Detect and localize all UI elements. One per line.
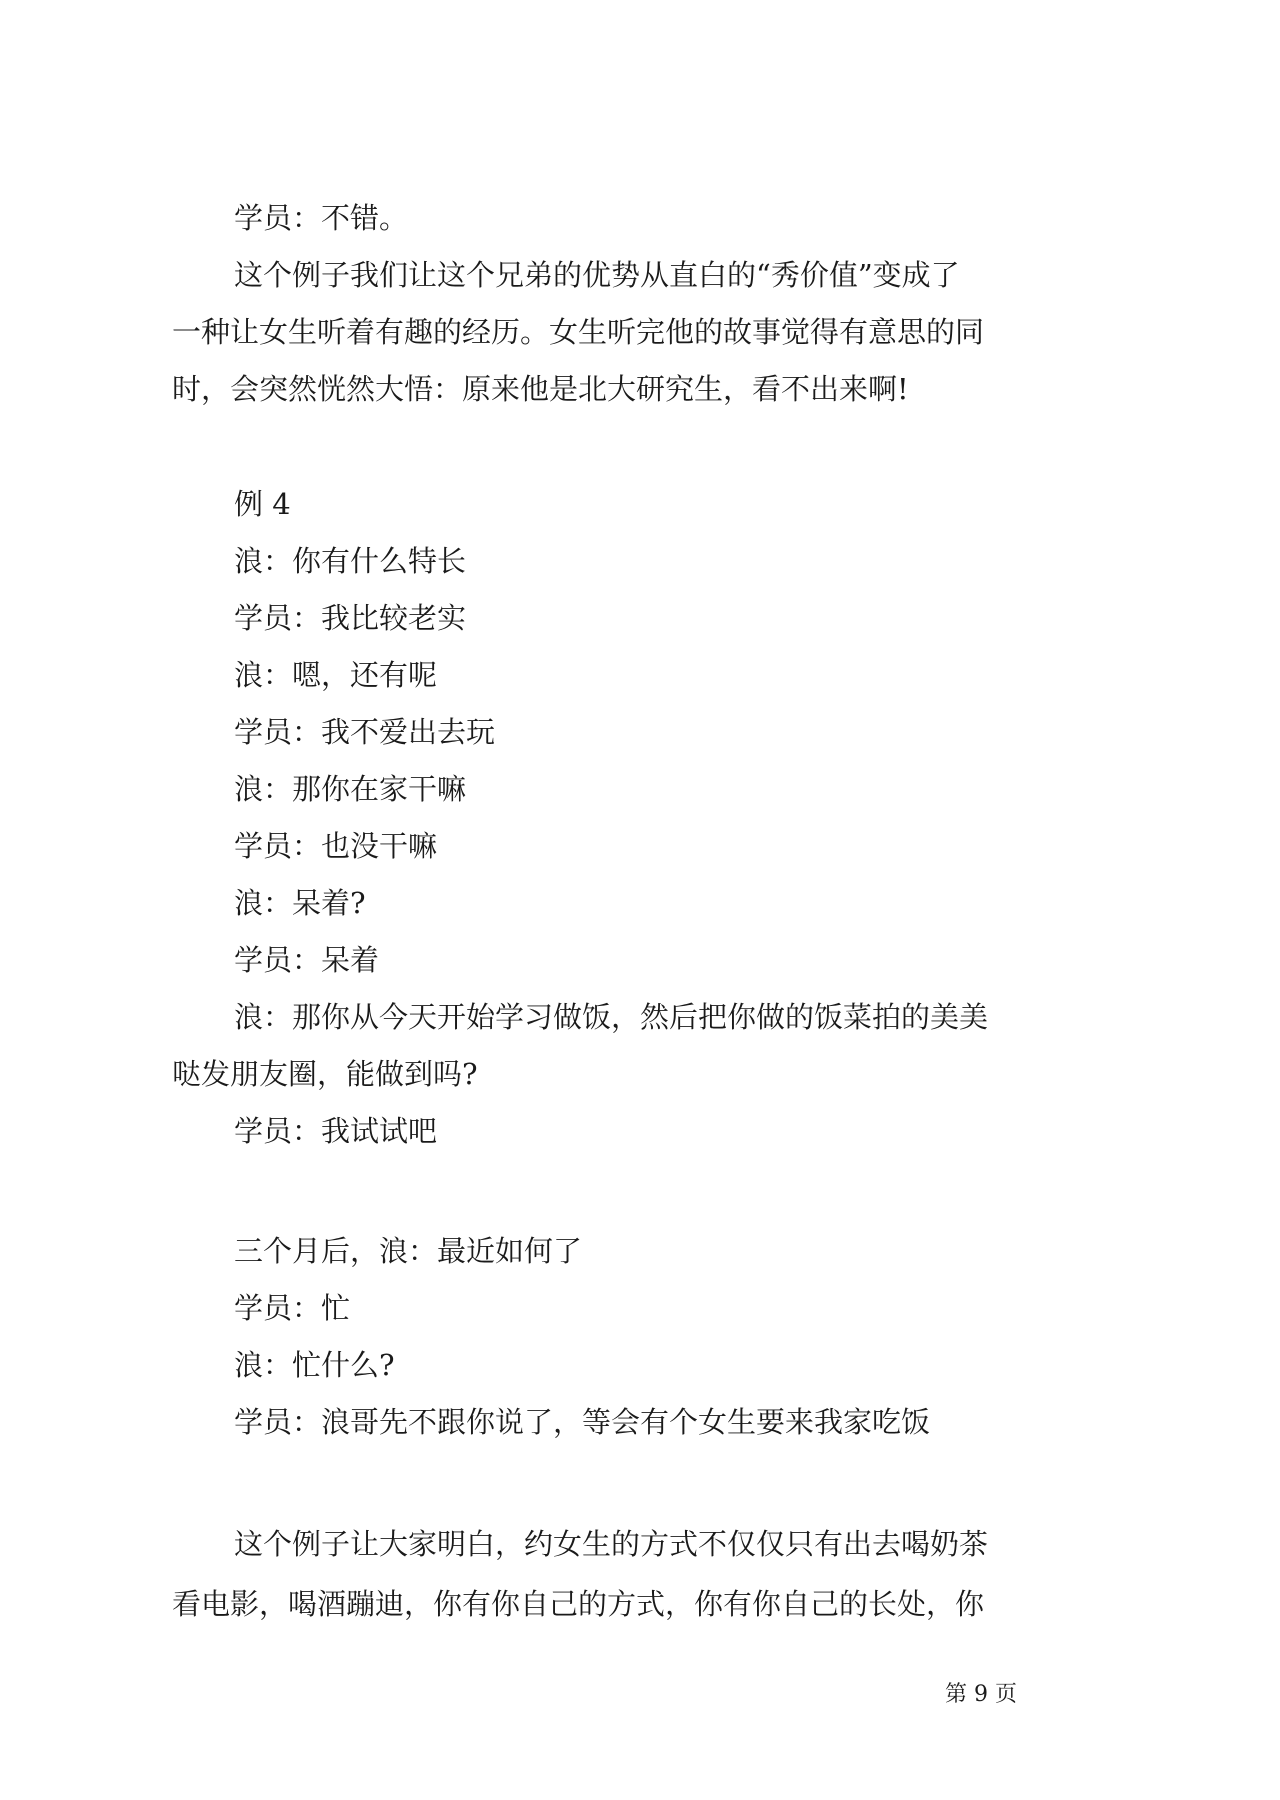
dialogue-line: 学员：浪哥先不跟你说了，等会有个女生要来我家吃饭: [234, 1405, 931, 1439]
page-body: [172, 198, 1032, 1624]
dialogue-line: 学员：不错。: [234, 201, 409, 235]
dialogue-line: 学员：也没干嘛: [234, 829, 438, 863]
paragraph-line: 时，会突然恍然大悟：原来他是北大研究生，看不出来啊!: [172, 372, 909, 406]
dialogue-line: 浪：那你在家干嘛: [234, 772, 467, 806]
dialogue-line: 浪：嗯，还有呢: [234, 658, 438, 692]
dialogue-line: 学员：忙: [234, 1291, 351, 1325]
paragraph-line: 这个例子我们让这个兄弟的优势从直白的“秀价值”变成了: [234, 258, 960, 292]
paragraph-line: 一种让女生听着有趣的经历。女生听完他的故事觉得有意思的同: [172, 315, 985, 349]
dialogue-line: 学员：我不爱出去玩: [234, 715, 496, 749]
example-heading: 例 4: [234, 487, 291, 521]
dialogue-line: 三个月后，浪：最近如何了: [234, 1234, 583, 1268]
dialogue-line: 浪：呆着?: [234, 886, 366, 920]
dialogue-line: 学员：呆着: [234, 943, 380, 977]
dialogue-line: 学员：我试试吧: [234, 1114, 438, 1148]
dialogue-line: 浪：那你从今天开始学习做饭，然后把你做的饭菜拍的美美: [234, 1000, 989, 1034]
page-number: 第 9 页: [945, 1682, 1017, 1707]
dialogue-line: 浪：忙什么?: [234, 1348, 395, 1382]
paragraph-line: 这个例子让大家明白，约女生的方式不仅仅只有出去喝奶茶: [234, 1527, 989, 1561]
dialogue-line: 哒发朋友圈，能做到吗?: [172, 1057, 478, 1091]
dialogue-line: 浪：你有什么特长: [234, 544, 467, 578]
paragraph-line: 看电影，喝酒蹦迪，你有你自己的方式，你有你自己的长处，你: [172, 1587, 985, 1621]
dialogue-line: 学员：我比较老实: [234, 601, 467, 635]
